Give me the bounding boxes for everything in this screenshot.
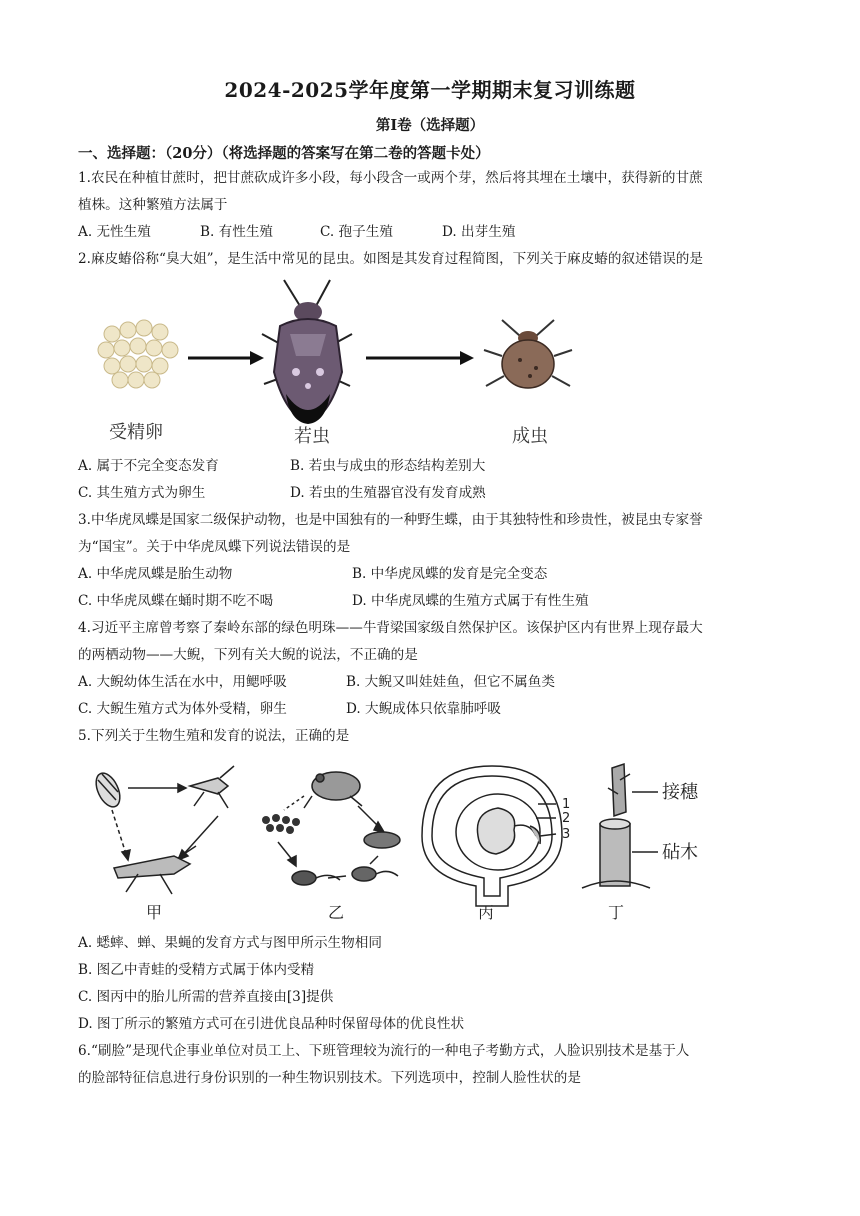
q2-option-c: C. 其生殖方式为卵生 — [78, 485, 206, 501]
nymph-image — [262, 280, 352, 424]
q2-option-a: A. 属于不完全变态发育 — [78, 458, 219, 474]
q3-option-d: D. 中华虎凤蝶的生殖方式属于有性生殖 — [352, 593, 589, 609]
fig-label-bing: 丙 — [477, 903, 495, 922]
egg-cluster-image — [98, 320, 178, 388]
adult-bug-image — [484, 320, 572, 388]
q3-stem-line2: 为“国宝”。关于中华虎凤蝶下列说法错误的是 — [78, 539, 351, 555]
q3-stem-line1: 3.中华虎凤蝶是国家二级保护动物，也是中国独有的一种野生蝶，由于其独特性和珍贵性，被昆虫专家誉 — [78, 512, 703, 528]
q2-option-b: B. 若虫与成虫的形态结构差别大 — [290, 458, 486, 474]
fig-label-yi: 乙 — [327, 903, 345, 922]
q5-option-d: D. 图丁所示的繁殖方式可在引进优良品种时保留母体的优良性状 — [78, 1016, 465, 1032]
fig-label-ding: 丁 — [607, 903, 625, 922]
stinkbug-lifecycle-figure — [90, 276, 590, 452]
q3-option-a: A. 中华虎凤蝶是胎生动物 — [78, 566, 233, 582]
fig-label-nymph: 若虫 — [294, 426, 330, 447]
frog-cycle-diagram — [262, 772, 400, 885]
q5-option-a: A. 蟋蟀、蝉、果蝇的发育方式与图甲所示生物相同 — [78, 935, 382, 951]
q1-stem-line1: 1.农民在种植甘蔗时，把甘蔗砍成许多小段，每小段含一或两个芽，然后将其埋在土壤中，获得新的甘蔗 — [78, 170, 703, 186]
arrow-icon — [188, 351, 264, 365]
fig-label-jia: 甲 — [145, 903, 163, 922]
graft-scion-label: 接穗 — [662, 782, 698, 803]
q1-option-b: B. 有性生殖 — [200, 224, 274, 240]
graft-rootstock-label: 砧木 — [662, 842, 698, 863]
q1-stem-line2: 植株。这种繁殖方法属于 — [78, 197, 228, 213]
fig-number-1: 1 — [562, 797, 571, 812]
section-heading: 一、选择题：（20分）（将选择题的答案写在第二卷的答题卡处） — [78, 145, 490, 162]
fig-label-adult: 成虫 — [512, 426, 548, 447]
paper-part-title: 第Ⅰ卷（选择题） — [375, 117, 485, 134]
q1-option-d: D. 出芽生殖 — [442, 224, 516, 240]
q4-option-c: C. 大鲵生殖方式为体外受精，卵生 — [78, 701, 287, 717]
arrow-icon — [366, 351, 474, 365]
reproduction-figures — [78, 756, 768, 922]
q2-stem: 2.麻皮蝽俗称“臭大姐”，是生活中常见的昆虫。如图是其发育过程简图，下列关于麻皮蝽的叙述错误的是 — [78, 251, 703, 267]
q4-stem-line2: 的两栖动物——大鲵，下列有关大鲵的说法，不正确的是 — [78, 647, 418, 663]
fig-label-egg: 受精卵 — [109, 422, 163, 443]
uterus-fetus-diagram — [422, 766, 562, 906]
q4-option-d: D. 大鲵成体只依靠肺呼吸 — [346, 701, 501, 717]
grasshopper-cycle-diagram — [91, 766, 234, 894]
q4-option-b: B. 大鲵又叫娃娃鱼，但它不属鱼类 — [346, 674, 555, 690]
q6-stem-line1: 6.“刷脸”是现代企事业单位对员工上、下班管理较为流行的一种电子考勤方式，人脸识别技术是基于人 — [78, 1043, 690, 1059]
q5-stem: 5.下列关于生物生殖和发育的说法，正确的是 — [78, 728, 350, 744]
q1-option-c: C. 孢子生殖 — [320, 224, 393, 240]
grafting-diagram — [582, 764, 658, 888]
q3-option-c: C. 中华虎凤蝶在蛹时期不吃不喝 — [78, 593, 274, 609]
q4-option-a: A. 大鲵幼体生活在水中，用鳃呼吸 — [78, 674, 287, 690]
q4-stem-line1: 4.习近平主席曾考察了秦岭东部的绿色明珠——牛背梁国家级自然保护区。该保护区内有世界上现存最大 — [78, 620, 703, 636]
q5-option-b: B. 图乙中青蛙的受精方式属于体内受精 — [78, 962, 315, 978]
q5-option-c: C. 图丙中的胎儿所需的营养直接由[3]提供 — [78, 989, 334, 1005]
q2-option-d: D. 若虫的生殖器官没有发育成熟 — [290, 485, 486, 501]
fig-number-3: 3 — [562, 827, 571, 842]
q6-stem-line2: 的脸部特征信息进行身份识别的一种生物识别技术。下列选项中，控制人脸性状的是 — [78, 1070, 581, 1086]
exam-title: 2024-2025学年度第一学期期末复习训练题 — [224, 78, 636, 102]
q1-option-a: A. 无性生殖 — [78, 224, 151, 240]
fig-number-2: 2 — [562, 811, 571, 826]
q3-option-b: B. 中华虎凤蝶的发育是完全变态 — [352, 566, 548, 582]
